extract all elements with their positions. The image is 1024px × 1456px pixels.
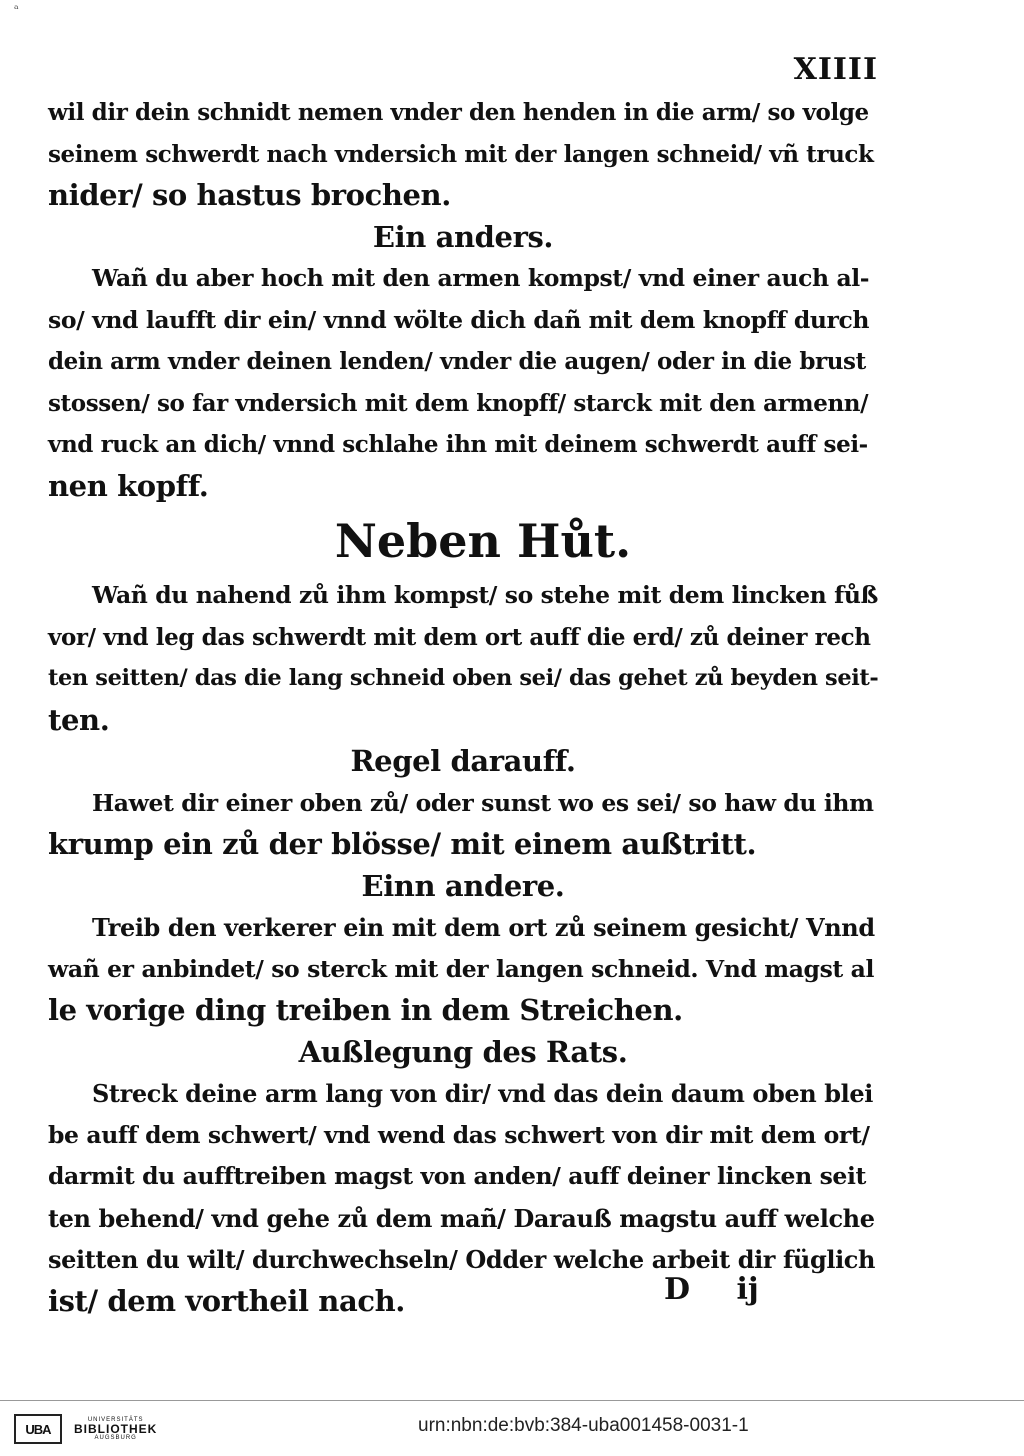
page-text-block bbox=[48, 92, 878, 1322]
text-line: wil dir dein schnidt nemen vnder den henden in die arm/ so volge bbox=[48, 99, 869, 126]
text-line: vor/ vnd leg das schwerdt mit dem ort auff die erd/ zů deiner rech bbox=[48, 623, 871, 651]
text-line: vnd ruck an dich/ vnnd schlahe ihn mit deinem schwerdt auff sei- bbox=[48, 431, 868, 458]
text-line: Hawet dir einer oben zů/ oder sunst wo es sei/ so haw du ihm bbox=[92, 788, 874, 817]
subheading: Regel darauff. bbox=[350, 744, 576, 778]
signature-mark: D bbox=[664, 1272, 691, 1307]
text-line: ten. bbox=[48, 702, 110, 737]
text-line: le vorige ding treiben in dem Streichen. bbox=[48, 993, 683, 1027]
text-line: seitten du wilt/ durchwechseln/ Odder welche arbeit dir füglich bbox=[48, 1245, 876, 1274]
subheading: Außlegung des Rats. bbox=[298, 1034, 628, 1069]
text-line: dein arm vnder deinen lenden/ vnder die augen/ oder in die brust bbox=[48, 348, 866, 375]
section-heading: Neben Hůt. bbox=[334, 514, 632, 568]
folio-number: XIIII bbox=[793, 52, 878, 87]
text-line: Wañ du nahend zů ihm kompst/ so stehe mit dem lincken fůß bbox=[92, 581, 878, 609]
text-line: stossen/ so far vndersich mit dem knopff/ starck mit den armenn/ bbox=[48, 389, 869, 417]
library-logo[interactable] bbox=[14, 1414, 157, 1444]
text-line: ten behend/ vnd gehe zů dem mañ/ Darauß magstu auff welche bbox=[48, 1203, 875, 1233]
subheading: Ein anders. bbox=[372, 219, 554, 254]
text-line: Streck deine arm lang von dir/ vnd das dein daum oben blei bbox=[92, 1079, 873, 1108]
text-line: darmit du aufftreiben magst von anden/ auff deiner lincken seit bbox=[48, 1162, 866, 1190]
scan-mark: ᵃ bbox=[14, 2, 19, 16]
logo-small-text: UNIVERSITÄTS bbox=[87, 1417, 144, 1423]
catchword: ij bbox=[736, 1272, 759, 1307]
text-line: seinem schwerdt nach vndersich mit der langen schneid/ vñ truck bbox=[48, 140, 874, 168]
text-line: nen kopff. bbox=[48, 468, 209, 503]
text-line: be auff dem schwert/ vnd wend das schwert von dir mit dem ort/ bbox=[48, 1120, 870, 1149]
logo-text bbox=[74, 1417, 157, 1441]
text-line: nider/ so hastus brochen. bbox=[48, 178, 451, 212]
text-line: ist/ dem vortheil nach. bbox=[48, 1283, 405, 1318]
text-line: wañ er anbindet/ so sterck mit der langen schneid. Vnd magst al bbox=[48, 954, 874, 983]
library-footer bbox=[0, 1400, 1024, 1456]
catchword-line bbox=[664, 1272, 795, 1307]
logo-main-text: BIBLIOTHEK bbox=[74, 1422, 158, 1436]
text-line: ten seitten/ das die lang schneid oben sei/ das gehet zů beyden seit- bbox=[48, 665, 879, 691]
text-line: so/ vnd laufft dir ein/ vnnd wölte dich dañ mit dem knopff durch bbox=[48, 305, 870, 334]
subheading: Einn andere. bbox=[361, 868, 565, 903]
text-line: Wañ du aber hoch mit den armen kompst/ vnd einer auch al- bbox=[92, 264, 870, 292]
urn-identifier[interactable]: urn:nbn:de:bvb:384-uba001458-0031-1 bbox=[418, 1415, 749, 1436]
uba-logo-icon: UBA bbox=[14, 1414, 62, 1444]
text-line: Treib den verkerer ein mit dem ort zů seinem gesicht/ Vnnd bbox=[92, 913, 875, 942]
logo-sub-text: AUGSBURG bbox=[94, 1435, 137, 1441]
text-line: krump ein zů der blösse/ mit einem außtritt. bbox=[48, 827, 757, 861]
